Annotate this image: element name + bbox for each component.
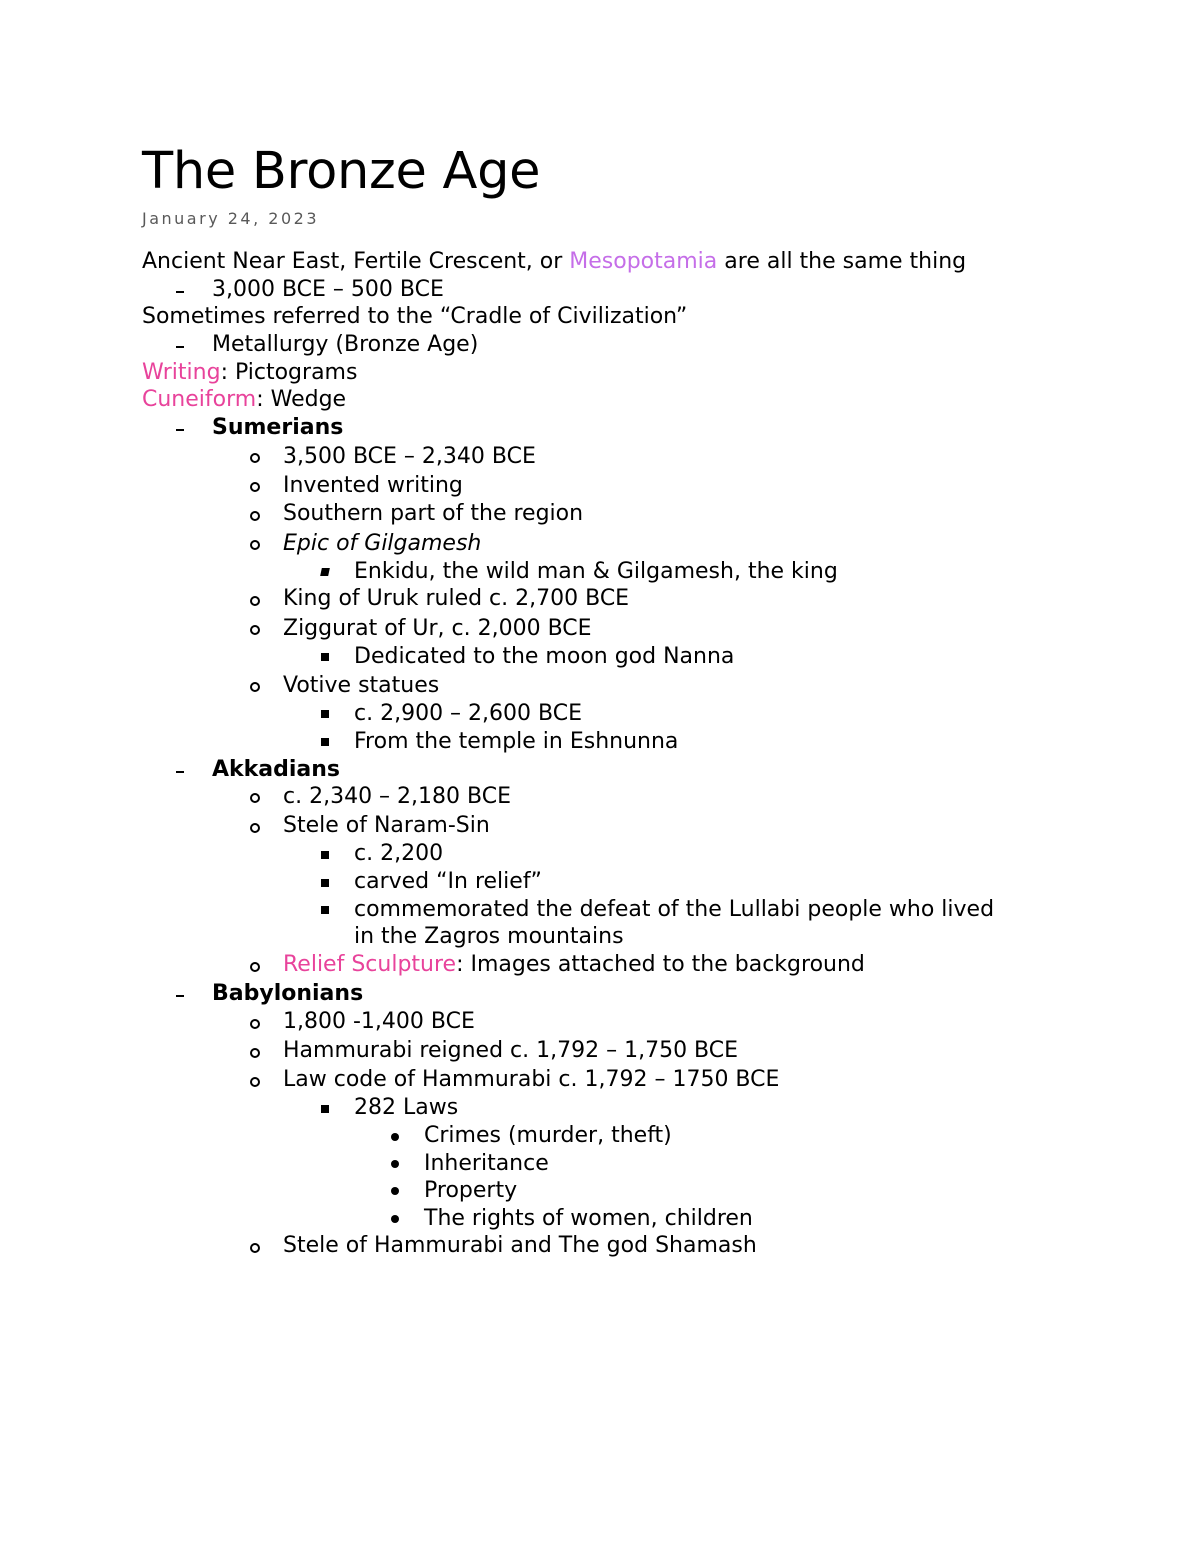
dot-bullet-icon <box>391 1215 399 1223</box>
metallurgy-line: Metallurgy (Bronze Age) <box>212 332 479 357</box>
circle-bullet-icon <box>250 962 260 972</box>
intro-text-pre: Ancient Near East, Fertile Crescent, or <box>142 249 570 274</box>
akkadians-heading: Akkadians <box>212 757 341 782</box>
votive-statues-line: Votive statues <box>283 673 440 698</box>
carved-in-relief-line: carved “In relief” <box>354 869 542 894</box>
circle-bullet-icon <box>250 682 260 692</box>
circle-bullet-icon <box>250 540 260 550</box>
epic-of-gilgamesh-line: Epic of Gilgamesh <box>283 531 482 556</box>
circle-bullet-icon <box>250 453 260 463</box>
square-bullet-icon <box>321 710 329 718</box>
term-relief-sculpture: Relief Sculpture <box>283 952 457 977</box>
square-bullet-icon <box>321 906 329 914</box>
uruk-line: King of Uruk ruled c. 2,700 BCE <box>283 586 630 611</box>
square-bullet-icon <box>321 851 329 859</box>
dot-bullet-icon <box>391 1133 399 1141</box>
dash-bullet-icon <box>176 346 184 348</box>
invented-writing-line: Invented writing <box>283 473 463 498</box>
babylonians-heading: Babylonians <box>212 981 364 1006</box>
page-title: The Bronze Age <box>142 142 541 201</box>
circle-bullet-icon <box>250 1048 260 1058</box>
intro-line <box>142 248 966 276</box>
circle-bullet-icon <box>250 482 260 492</box>
naram-sin-date: c. 2,200 <box>354 841 444 866</box>
cuneiform-definition: : Wedge <box>256 387 347 412</box>
dash-bullet-icon <box>176 429 184 431</box>
intro-text-post: are all the same thing <box>717 249 967 274</box>
cradle-line: Sometimes referred to the “Cradle of Civilization” <box>142 304 688 329</box>
circle-bullet-icon <box>250 511 260 521</box>
stele-shamash-line: Stele of Hammurabi and The god Shamash <box>283 1233 757 1258</box>
main-date-range: 3,000 BCE – 500 BCE <box>212 277 444 302</box>
nanna-line: Dedicated to the moon god Nanna <box>354 644 735 669</box>
inheritance-line: Inheritance <box>424 1151 549 1176</box>
writing-definition: : Pictograms <box>220 360 358 385</box>
commemorated-line-2: in the Zagros mountains <box>354 924 624 949</box>
dash-bullet-icon <box>176 291 184 293</box>
square-bullet-icon <box>321 879 329 887</box>
southern-region-line: Southern part of the region <box>283 501 584 526</box>
square-bullet-icon <box>321 738 329 746</box>
relief-sculpture-line <box>283 951 865 979</box>
term-writing: Writing <box>142 360 221 385</box>
relief-sculpture-definition: : Images attached to the background <box>456 952 865 977</box>
rights-line: The rights of women, children <box>424 1206 753 1231</box>
cuneiform-line <box>142 386 346 414</box>
akkadians-dates: c. 2,340 – 2,180 BCE <box>283 784 511 809</box>
circle-bullet-icon <box>250 625 260 635</box>
sumerians-dates: 3,500 BCE – 2,340 BCE <box>283 444 536 469</box>
hammurabi-reign-line: Hammurabi reigned c. 1,792 – 1,750 BCE <box>283 1038 739 1063</box>
eshnunna-line: From the temple in Eshnunna <box>354 729 679 754</box>
page-date: January 24, 2023 <box>142 209 319 228</box>
term-cuneiform: Cuneiform <box>142 387 257 412</box>
dash-bullet-icon <box>176 995 184 997</box>
term-mesopotamia: Mesopotamia <box>569 249 718 274</box>
square-bullet-icon <box>321 653 329 661</box>
law-code-line: Law code of Hammurabi c. 1,792 – 1750 BCE <box>283 1067 780 1092</box>
laws-count-line: 282 Laws <box>354 1095 459 1120</box>
circle-bullet-icon <box>250 793 260 803</box>
property-line: Property <box>424 1178 518 1203</box>
circle-bullet-icon <box>250 1077 260 1087</box>
naram-sin-line: Stele of Naram-Sin <box>283 813 490 838</box>
commemorated-line-1: commemorated the defeat of the Lullabi people who lived <box>354 897 995 922</box>
babylonians-dates: 1,800 -1,400 BCE <box>283 1009 475 1034</box>
crimes-line: Crimes (murder, theft) <box>424 1123 672 1148</box>
circle-bullet-icon <box>250 823 260 833</box>
dot-bullet-icon <box>391 1187 399 1195</box>
enkidu-line: Enkidu, the wild man & Gilgamesh, the king <box>354 559 838 584</box>
votive-dates-line: c. 2,900 – 2,600 BCE <box>354 701 582 726</box>
sumerians-heading: Sumerians <box>212 415 344 440</box>
ziggurat-line: Ziggurat of Ur, c. 2,000 BCE <box>283 616 592 641</box>
dot-bullet-icon <box>391 1160 399 1168</box>
square-bullet-icon <box>320 568 330 576</box>
circle-bullet-icon <box>250 596 260 606</box>
circle-bullet-icon <box>250 1243 260 1253</box>
dash-bullet-icon <box>176 771 184 773</box>
square-bullet-icon <box>321 1105 329 1113</box>
circle-bullet-icon <box>250 1019 260 1029</box>
writing-line <box>142 359 357 387</box>
